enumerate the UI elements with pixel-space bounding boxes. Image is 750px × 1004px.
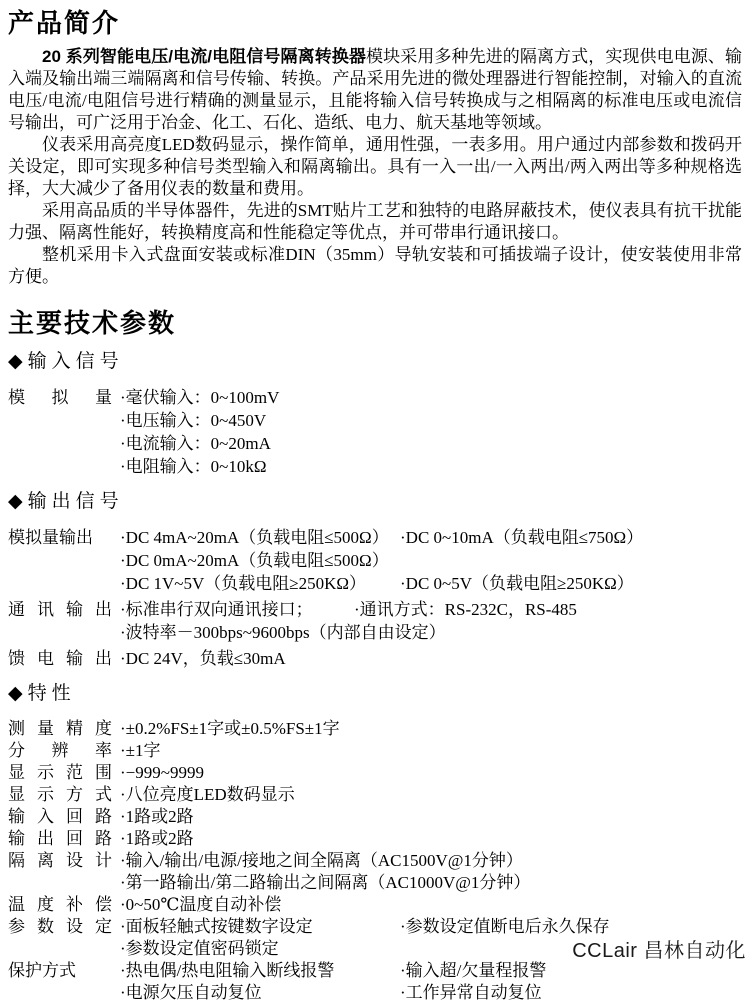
spec-label-analog-input: 模拟量: [8, 388, 112, 407]
spec-row-output-loops: [8, 828, 742, 850]
spec-value-resistance-input: ·电阻输入：0~10kΩ: [120, 457, 267, 476]
spec-label-display-range: 显示范围: [8, 763, 112, 782]
comm-output-1-right: ·通讯方式：RS-232C，RS-485: [354, 600, 577, 619]
spec-label-output-loops: 输出回路: [8, 829, 112, 848]
feed-output-line: ·DC 24V，负载≤30mA: [120, 649, 286, 668]
spec-value-current-input: ·电流输入：0~20mA: [120, 434, 271, 453]
intro-paragraph-1-text: 模块采用多种先进的隔离方式，实现供电电源、输入端及输出端三端隔离和信号传输、转换。产品采用先进的微处理器进行智能控制，对输入的直流电压/电流/电阻信号进行精确的测量显示，且能将输入信号转换成与之相隔离的标准电压或电流信号输出，可广泛用于冶金、化工、石化、造纸、电力、航天基地等领域。: [8, 47, 743, 132]
analog-output-line-3: [120, 572, 742, 595]
spec-label-comm-output: 通讯输出: [8, 600, 112, 619]
spec-value-temp-compensation: ·0~50℃温度自动补偿: [120, 895, 282, 914]
spec-row-protection: [8, 960, 742, 1004]
spec-label-analog-output: 模拟量输出: [8, 528, 93, 547]
comm-output-line-2: ·波特率－300bps~9600bps（内部自由设定）: [120, 623, 446, 642]
comm-output-1-left: ·标准串行双向通讯接口；: [120, 600, 313, 619]
spec-label-isolation: 隔离设计: [8, 851, 112, 870]
spec-value-output-loops: ·1路或2路: [120, 829, 194, 848]
spec-label-resolution: 分辨率: [8, 741, 112, 760]
protection-line-1: [120, 960, 742, 982]
spec-label-temp-compensation: 温度补偿: [8, 895, 112, 914]
intro-paragraph-2: 仪表采用高亮度LED数码显示，操作简单，通用性强，一表多用。用户通过内部参数和拨码开关设定，即可实现多种信号类型输入和隔离输出。具有一入一出/一入两出/两入两出等多种规格选择，大大减少了备用仪表的数量和费用。: [8, 135, 742, 198]
param-setting-1-right: ·参数设定值断电后永久保存: [400, 917, 610, 936]
spec-value-accuracy: ·±0.2%FS±1字或±0.5%FS±1字: [120, 719, 340, 738]
spec-value-isolation-1: ·输入/输出/电源/接地之间全隔离（AC1500V@1分钟）: [120, 851, 523, 870]
param-setting-1-left: ·面板轻触式按键数字设定: [120, 917, 313, 936]
spec-value-input-loops: ·1路或2路: [120, 807, 194, 826]
protection-2-left: ·电源欠压自动复位: [120, 983, 262, 1002]
product-series-name: 20 系列智能电压/电流/电阻信号隔离转换器: [42, 47, 366, 66]
protection-2-right: ·工作异常自动复位: [400, 983, 542, 1002]
section-heading-input-signal: ◆输入信号: [8, 351, 124, 372]
analog-output-2-right: [400, 549, 742, 572]
param-setting-line-2: ·参数设定值密码锁定: [120, 939, 279, 958]
protection-1-right: ·输入超/欠量程报警: [400, 961, 547, 980]
spec-row-analog-input: [8, 386, 742, 478]
spec-label-protection: 保护方式: [8, 961, 76, 980]
spec-row-isolation: [8, 850, 742, 894]
spec-value-display-mode: ·八位亮度LED数码显示: [120, 785, 295, 804]
intro-paragraph-4: 整机采用卡入式盘面安装或标准DIN（35mm）导轨安装和可插拔端子设计，使安装使用非常方便。: [8, 245, 742, 286]
protection-line-2: [120, 982, 742, 1004]
spec-value-isolation-2: ·第一路输出/第二路输出之间隔离（AC1000V@1分钟）: [120, 873, 531, 892]
spec-row-comm-output: [8, 598, 742, 644]
comm-output-line-1: [120, 598, 742, 621]
spec-row-accuracy: [8, 718, 742, 740]
section-heading-output-signal: ◆输出信号: [8, 491, 124, 512]
spec-value-voltage-input: ·电压输入：0~450V: [120, 411, 267, 430]
analog-output-2-left: ·DC 0mA~20mA（负载电阻≤500Ω）: [120, 551, 389, 570]
spec-label-param-setting: 参数设定: [8, 917, 112, 936]
analog-output-line-1: [120, 526, 742, 549]
spec-row-feed-output: [8, 647, 742, 670]
spec-row-input-loops: [8, 806, 742, 828]
spec-label-feed-output: 馈电输出: [8, 649, 112, 668]
spec-value-mv-input: ·毫伏输入：0~100mV: [120, 388, 280, 407]
analog-output-3-left: ·DC 1V~5V（负载电阻≥250KΩ）: [120, 574, 367, 593]
spec-label-input-loops: 输入回路: [8, 807, 112, 826]
spec-row-temp-compensation: [8, 894, 742, 916]
spec-row-analog-output: [8, 526, 742, 595]
spec-row-display-mode: [8, 784, 742, 806]
spec-value-display-range: ·−999~9999: [120, 763, 204, 782]
spec-value-resolution: ·±1字: [120, 741, 161, 760]
spec-label-accuracy: 测量精度: [8, 719, 112, 738]
spec-row-resolution: [8, 740, 742, 762]
intro-title: 产品简介: [8, 8, 121, 38]
spec-content-comm-output: [120, 598, 742, 644]
spec-row-display-range: [8, 762, 742, 784]
cclair-logo: CCLair 昌林自动化: [572, 940, 746, 962]
section-heading-features: ◆特性: [8, 683, 76, 704]
intro-paragraph-3: 采用高品质的半导体器件，先进的SMT贴片工艺和独特的电路屏蔽技术，使仪表具有抗干扰能力强、隔离性能好，转换精度高和性能稳定等优点，并可带串行通讯接口。: [8, 201, 742, 242]
analog-output-1-right: ·DC 0~10mA（负载电阻≤750Ω）: [400, 528, 644, 547]
spec-content-feed-output: [120, 647, 742, 670]
intro-paragraph-1: [8, 46, 742, 134]
tech-params-title: 主要技术参数: [8, 308, 177, 338]
analog-output-line-2: [120, 549, 742, 572]
protection-1-left: ·热电偶/热电阻输入断线报警: [120, 961, 335, 980]
analog-output-1-left: ·DC 4mA~20mA（负载电阻≤500Ω）: [120, 528, 389, 547]
spec-content-analog-input: [120, 386, 742, 478]
spec-label-display-mode: 显示方式: [8, 785, 112, 804]
analog-output-3-right: ·DC 0~5V（负载电阻≥250KΩ）: [400, 574, 634, 593]
spec-content-analog-output: [120, 526, 742, 595]
